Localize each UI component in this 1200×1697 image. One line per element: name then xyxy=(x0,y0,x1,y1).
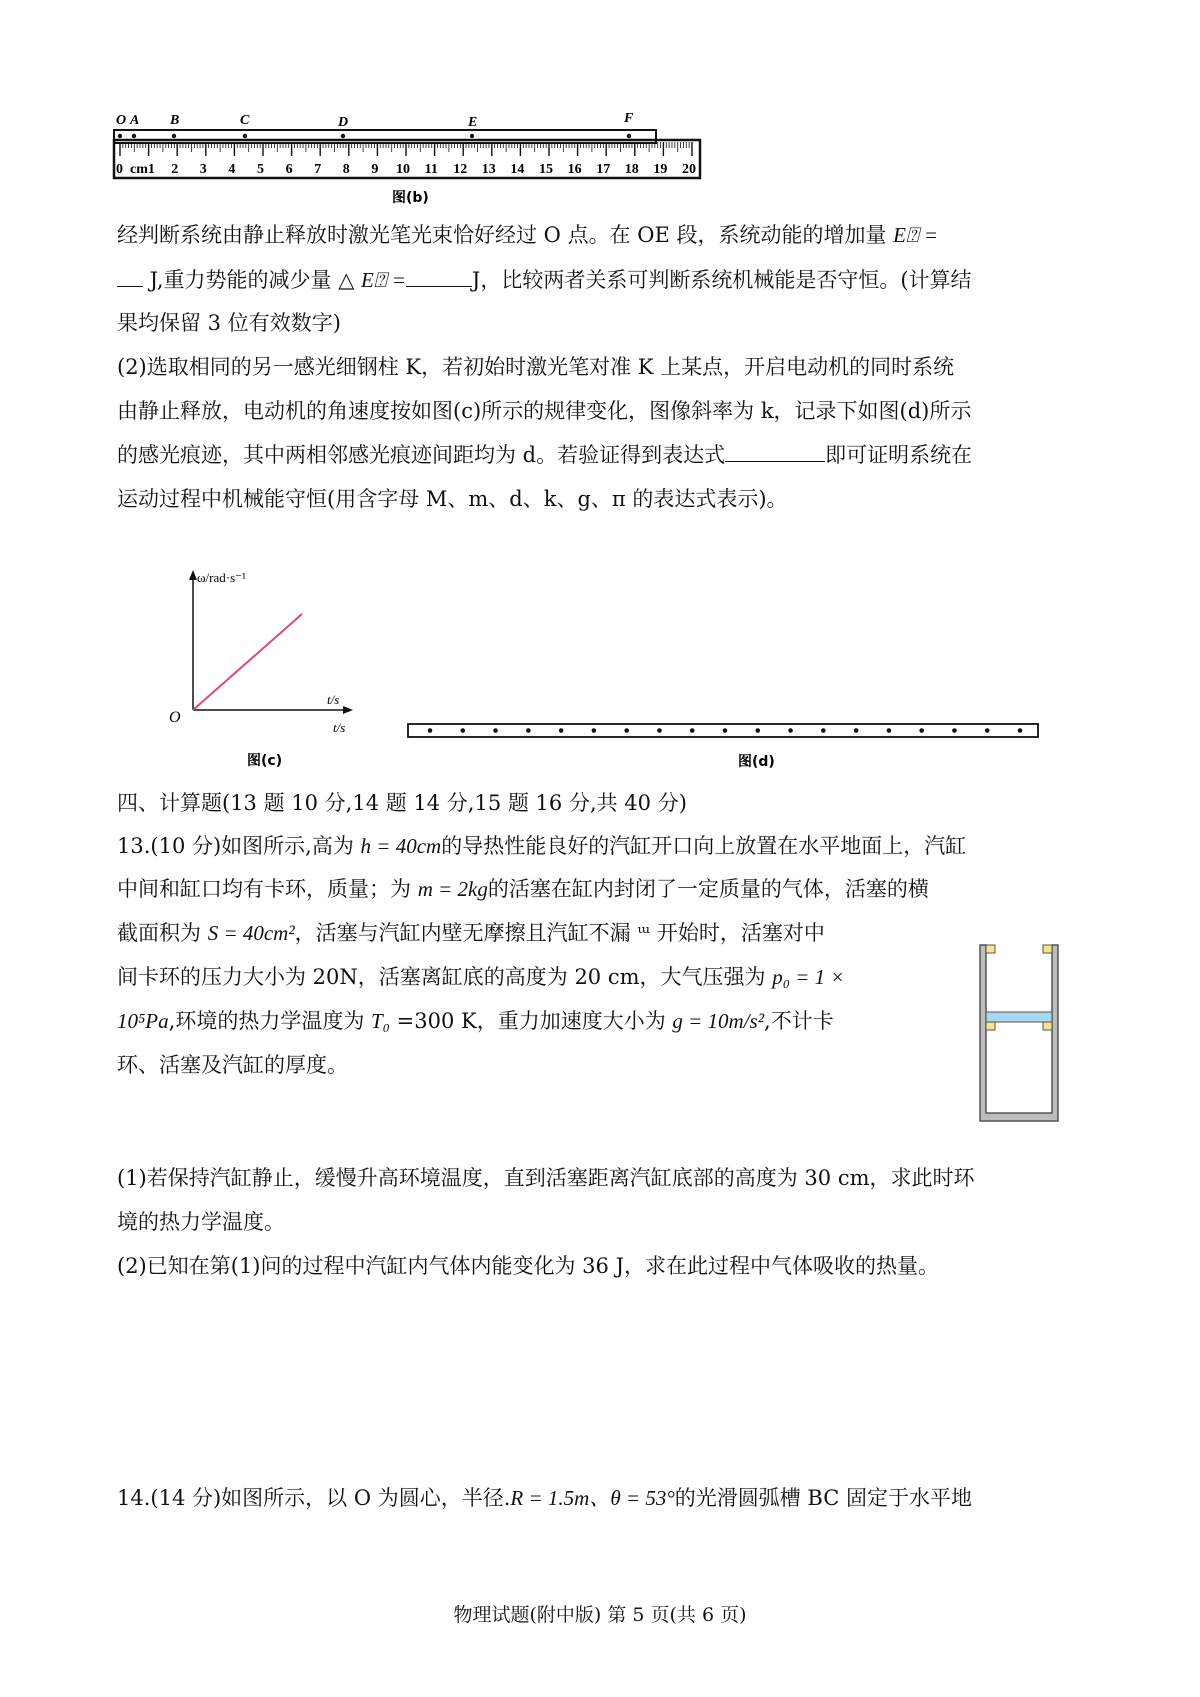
strip-dot xyxy=(985,728,990,733)
top-ring-right xyxy=(1043,945,1052,953)
piston xyxy=(986,1012,1052,1022)
q13-l5-mid2: =300 K，重力加速度大小为 xyxy=(389,1009,673,1033)
x-axis-label-2: t/s xyxy=(333,720,346,735)
text-line-2-post: J，比较两者关系可判断系统机械能是否守恒。(计算结 xyxy=(471,268,972,292)
ruler-tick-label: 11 xyxy=(424,162,438,177)
q13-math-h: h = 40cm xyxy=(360,834,442,858)
text-line-6 xyxy=(117,440,972,470)
q13-line-4 xyxy=(117,962,845,992)
point-label-A: A xyxy=(130,113,140,128)
strip-dot xyxy=(919,728,924,733)
ruler-tick-label: 18 xyxy=(624,162,639,177)
q13-l2-post: 的活塞在缸内封闭了一定质量的气体，活塞的横 xyxy=(487,877,929,901)
strip-dot xyxy=(690,728,695,733)
figure-b-caption: 图(b) xyxy=(392,190,429,206)
ruler-tick-label: 5 xyxy=(257,162,264,177)
q13-l3-post: ，活塞与汽缸内壁无摩擦且汽缸不漏 ᵚ 开始时，活塞对中 xyxy=(294,921,825,945)
text-line-7: 运动过程中机械能守恒(用含字母 M、m、d、k、g、π 的表达式表示)。 xyxy=(117,487,788,511)
point-dot-A xyxy=(132,134,136,138)
strip-dots xyxy=(428,728,1023,733)
q13-l3-pre: 截面积为 xyxy=(117,921,208,945)
strip-dot xyxy=(788,728,793,733)
blank-ek xyxy=(117,266,143,287)
ruler-tick-label: 8 xyxy=(342,162,350,177)
ruler-tick-label: 17 xyxy=(596,162,611,177)
ruler-tick-label: 15 xyxy=(539,162,553,177)
ruler-tick-label: 0 xyxy=(116,162,123,177)
strip-dot xyxy=(460,728,465,733)
strip-dot xyxy=(657,728,662,733)
strip-dot xyxy=(624,728,629,733)
point-dot-B xyxy=(172,134,176,138)
ruler-tick-label: 19 xyxy=(653,162,668,177)
q13-math-p0: p₀ = 1 × xyxy=(772,965,845,989)
figure-d-caption: 图(d) xyxy=(738,754,775,770)
ruler-ticks xyxy=(116,142,696,177)
ruler-tick-label: 16 xyxy=(567,162,582,177)
q13-math-g: g = 10m/s² xyxy=(672,1009,765,1033)
text-line-4: (2)选取相同的另一感光细钢柱 K，若初始时激光笔对准 K 上某点，开启电动机的同时系统 xyxy=(117,355,955,379)
q13-line-2 xyxy=(117,874,929,904)
ruler-tick-label: 2 xyxy=(171,162,179,177)
ruler-tick-label: 12 xyxy=(453,162,468,177)
strip-dot xyxy=(1018,728,1023,733)
figure-b-ruler xyxy=(110,110,710,220)
text-line-1-pre: 经判断系统由静止释放时激光笔光束恰好经过 O 点。在 OE 段，系统动能的增加量 xyxy=(117,223,894,247)
strip-dot xyxy=(493,728,498,733)
y-axis-label: ω/rad·s⁻¹ xyxy=(197,570,246,585)
q14-math: R = 1.5m、θ = 53° xyxy=(510,1486,675,1510)
q13-part1-line-1: (1)若保持汽缸静止，缓慢升高环境温度，直到活塞距离汽缸底部的高度为 30 cm，求此时环 xyxy=(117,1166,975,1190)
ruler-tick-label: cm1 xyxy=(130,162,155,177)
strip-dot xyxy=(723,728,728,733)
blank-expression xyxy=(725,441,825,462)
q13-l2-pre: 中间和缸口均有卡环，质量；为 xyxy=(117,877,418,901)
q13-line-1 xyxy=(117,831,966,861)
q14-post: 的光滑圆弧槽 BC 固定于水平地 xyxy=(674,1486,972,1510)
ruler-tick-label: 7 xyxy=(314,162,322,177)
omega-line xyxy=(193,614,302,710)
strip-dot xyxy=(428,728,433,733)
q13-line-6: 环、活塞及汽缸的厚度。 xyxy=(117,1053,348,1077)
origin-label: O xyxy=(169,709,181,726)
strip-dot xyxy=(559,728,564,733)
q13-l4-pre: 间卡环的压力大小为 20N，活塞离缸底的高度为 20 cm，大气压强为 xyxy=(117,965,773,989)
q13-l1-post: 的导热性能良好的汽缸开口向上放置在水平地面上，汽缸 xyxy=(441,834,967,858)
ruler-tick-label: 20 xyxy=(682,162,696,177)
q13-math-t0: T₀ xyxy=(371,1009,390,1033)
q13-l1-pre: 13.(10 分)如图所示,高为 xyxy=(117,834,361,858)
cylinder-figure xyxy=(975,935,1075,1125)
ruler-tick-label: 10 xyxy=(396,162,410,177)
figure-c-graph xyxy=(165,560,395,780)
q13-math-s: S = 40cm² xyxy=(207,921,295,945)
middle-ring-left xyxy=(986,1022,995,1030)
strip-dot xyxy=(526,728,531,733)
blank-ep xyxy=(406,266,472,287)
ruler-tick-label: 9 xyxy=(371,162,379,177)
q13-part1-line-2: 境的热力学温度。 xyxy=(117,1210,285,1234)
text-line-3: 果均保留 3 位有效数字) xyxy=(117,311,341,335)
page-footer: 物理试题(附中版) 第 5 页(共 6 页) xyxy=(453,1604,747,1626)
math-ep: E⍰ = xyxy=(361,268,406,292)
text-line-1 xyxy=(117,220,938,250)
q13-l5-mid: ,环境的热力学温度为 xyxy=(168,1009,371,1033)
ruler-tick-label: 13 xyxy=(481,162,496,177)
strip-dot xyxy=(592,728,597,733)
strip-dot xyxy=(952,728,957,733)
x-axis-label: t/s xyxy=(327,692,340,707)
x-axis-arrow xyxy=(343,706,353,714)
point-label-E: E xyxy=(468,115,478,130)
top-ring-left xyxy=(986,945,995,953)
ruler-tick-label: 14 xyxy=(510,162,525,177)
point-dot-D xyxy=(341,134,345,138)
section-4-heading: 四、计算题(13 题 10 分,14 题 14 分,15 题 16 分,共 40 分) xyxy=(117,791,687,815)
q14-line-1 xyxy=(117,1483,972,1513)
q13-l5-post: ,不计卡 xyxy=(764,1009,834,1033)
strip-dot xyxy=(755,728,760,733)
figure-c-caption: 图(c) xyxy=(247,753,283,769)
point-label-D: D xyxy=(338,115,349,130)
ruler-tick-label: 6 xyxy=(285,162,293,177)
point-label-O: O xyxy=(116,113,127,128)
text-line-5: 由静止释放，电动机的角速度按如图(c)所示的规律变化，图像斜率为 k，记录下如图(d)所示 xyxy=(117,399,972,423)
q13-line-3 xyxy=(117,918,825,948)
strip-dot xyxy=(821,728,826,733)
point-dot-O xyxy=(118,134,122,138)
text-line-6-post: 即可证明系统在 xyxy=(825,443,973,467)
strip-dot xyxy=(854,728,859,733)
q13-math-pa: 10⁵Pa xyxy=(117,1009,169,1033)
ruler-tick-label: 3 xyxy=(199,162,207,177)
q14-pre: 14.(14 分)如图所示，以 O 为圆心，半径. xyxy=(117,1486,511,1510)
point-label-F: F xyxy=(624,111,634,126)
text-line-2-pre: J,重力势能的减少量 △ xyxy=(143,268,362,292)
point-label-B: B xyxy=(170,113,180,128)
figure-d-strip xyxy=(400,710,1050,780)
cylinder-walls xyxy=(980,945,1058,1121)
text-line-2 xyxy=(117,265,972,295)
text-line-6-pre: 的感光痕迹，其中两相邻感光痕迹间距均为 d。若验证得到表达式 xyxy=(117,443,726,467)
ruler-tick-label: 4 xyxy=(228,162,236,177)
math-ek: E⍰ = xyxy=(893,223,938,247)
strip-dot xyxy=(887,728,892,733)
q13-math-m: m = 2kg xyxy=(417,877,488,901)
point-dot-F xyxy=(627,134,631,138)
middle-ring-right xyxy=(1043,1022,1052,1030)
point-label-C: C xyxy=(240,113,250,128)
point-dot-E xyxy=(470,134,474,138)
q13-line-5 xyxy=(117,1006,834,1036)
q13-part2: (2)已知在第(1)问的过程中汽缸内气体内能变化为 36 J，求在此过程中气体吸收的热量。 xyxy=(117,1254,939,1278)
point-dot-C xyxy=(243,134,247,138)
y-axis-arrow xyxy=(189,570,197,580)
